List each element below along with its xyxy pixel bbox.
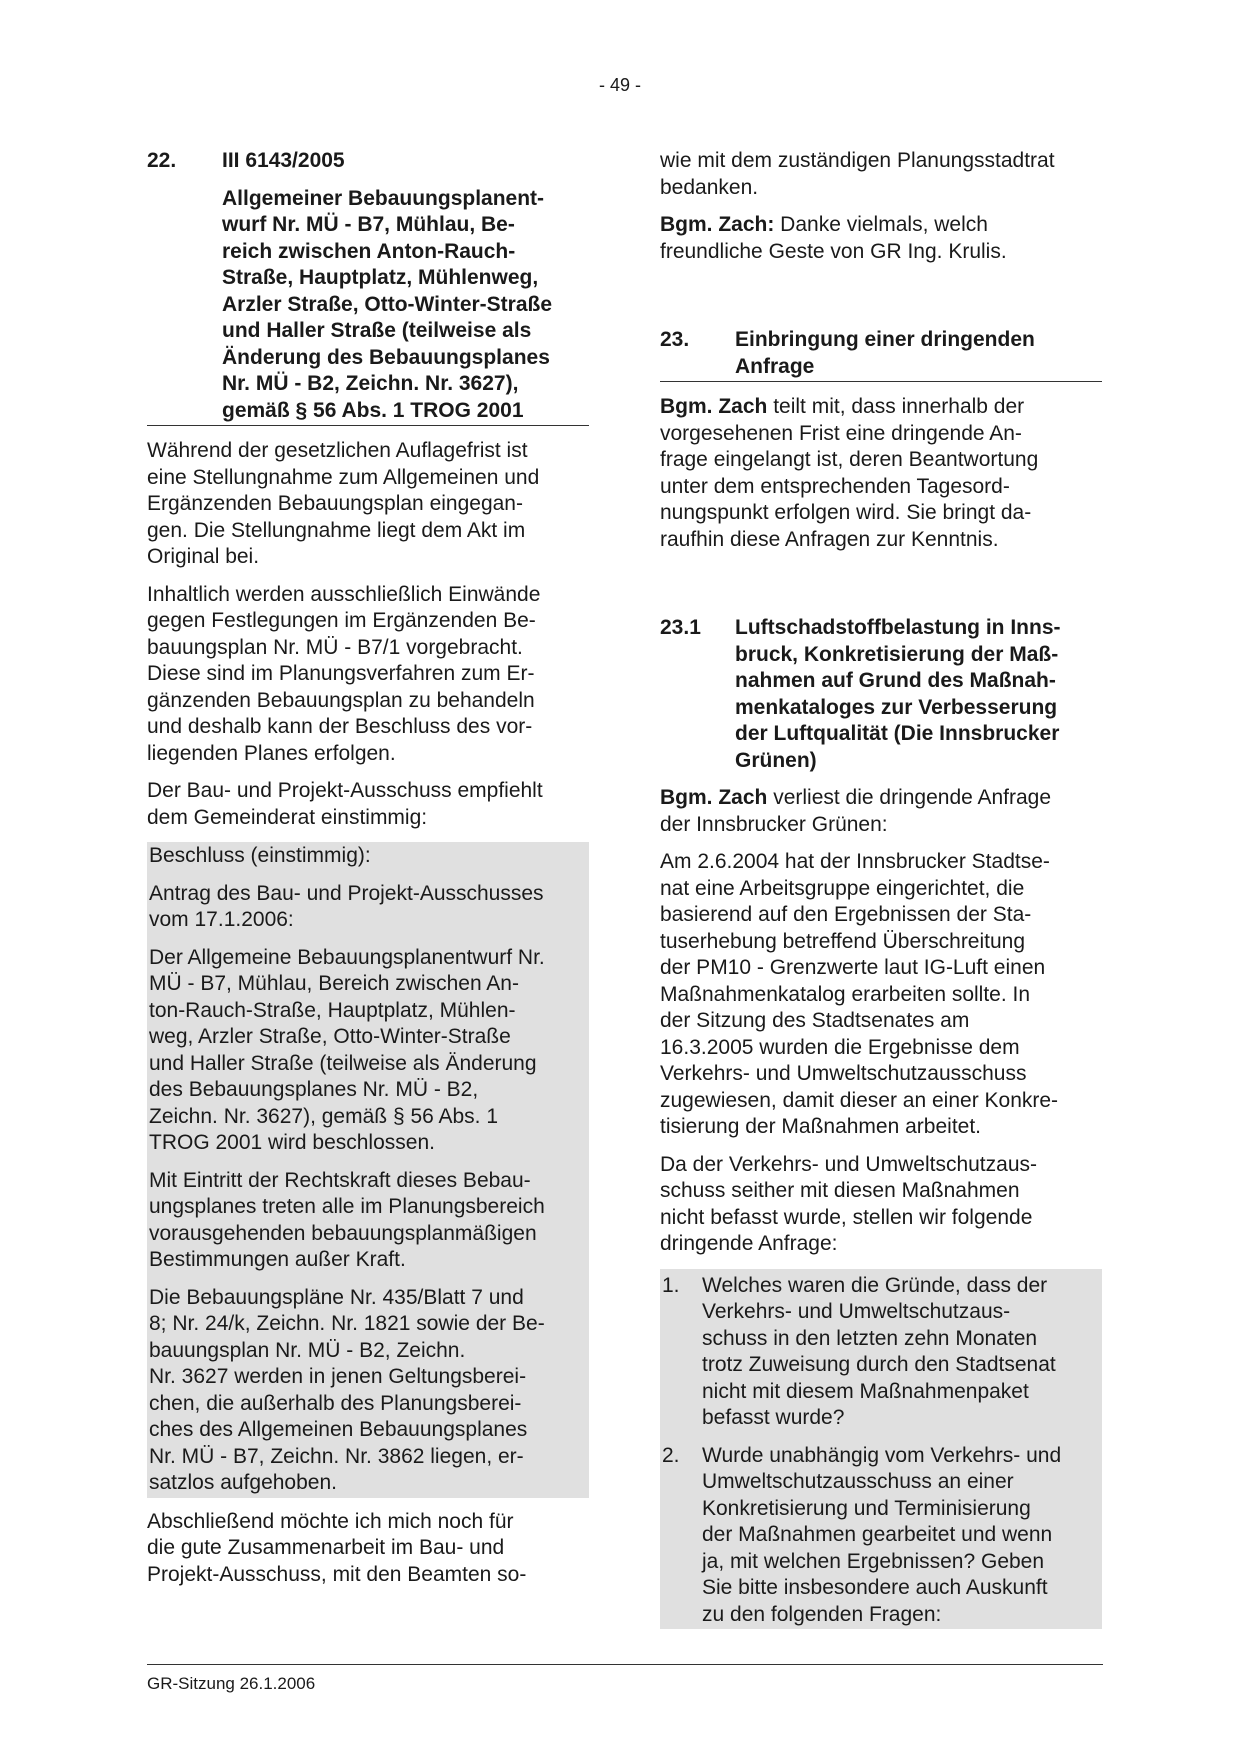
paragraph-objection-period: Während der gesetzlichen Auflagefrist ist eine Stellungnahme zum Allgemeinen und Ergänzenden Bebauungsplan eingegan- gen. Die Stellungnahme liegt dem Akt im Original bei. [147, 439, 540, 568]
paragraph-background: Am 2.6.2004 hat der Innsbrucker Stadtse- nat eine Arbeitsgruppe eingerichtet, die basierend auf den Ergebnissen der Sta- tuserhebung betreffend Überschreitung der PM10 - Grenzwerte laut IG-Luft einen Maßnahmenkatalog erarbeiten sollte. In der Sitzung des Stadtsenates am 16.3.2005 wurden die Ergebnisse dem Verkehrs- und Umweltschutzausschuss zugewiesen, damit dieser an einer Konkre- tisierung der Maßnahmen arbeitet. [660, 850, 1059, 1138]
agenda-item-number: 23.1 [660, 616, 701, 639]
resolution-motion: Antrag des Bau- und Projekt-Ausschusses vom 17.1.2006: [149, 881, 544, 931]
page-footer: GR-Sitzung 26.1.2006 [147, 1664, 1103, 1698]
list-item [662, 1443, 1100, 1629]
agenda-item-title: Einbringung einer dringenden Anfrage [735, 328, 1035, 378]
speaker-name: Bgm. Zach [660, 395, 768, 418]
question-text: Wurde unabhängig vom Verkehrs- und Umweltschutzausschuss an einer Konkretisierung und Terminisierung der Maßnahmen gearbeitet und wenn ja, mit welchen Ergebnissen? Geben Sie bitte insbesondere auch Auskunft zu den folgenden Fragen: [702, 1443, 1062, 1626]
speaker-name: Bgm. Zach: [660, 213, 775, 236]
agenda-item-title: Allgemeiner Bebauungsplanent- wurf Nr. MÜ - B7, Mühlau, Be- reich zwischen Anton-Rauch- Straße, Hauptplatz, Mühlenweg, Arzler Straße, Otto-Winter-Straße und Haller Straße (teilweise als Änderung des Bebauungsplanes Nr. MÜ - B2, Zeichn. Nr. 3627), gemäß § 56 Abs. 1 TROG 2001 [222, 186, 553, 422]
paragraph-continuation: wie mit dem zuständigen Planungsstadtrat bedanken. [660, 149, 1055, 199]
agenda-item-number: 23. [660, 328, 690, 351]
agenda-item-23-heading [660, 327, 1102, 382]
paragraph-objections: Inhaltlich werden ausschließlich Einwände gegen Festlegungen im Ergänzenden Be- bauungsplan Nr. MÜ - B7/1 vorgebracht. Diese sind im Planungsverfahren zum Er- gänzenden Bebauungsplan zu behandeln und deshalb kann der Beschluss des vor- liegenden Planes erfolgen. [147, 582, 541, 765]
speaker-name: Bgm. Zach [660, 786, 768, 809]
resolution-title: Beschluss (einstimmig): [149, 844, 371, 867]
right-column [660, 148, 1102, 1629]
paragraph-thanks: Bgm. Zach: Danke vielmals, welch freundliche Geste von GR Ing. Krulis. [660, 213, 1007, 263]
agenda-item-title: Luftschadstoffbelastung in Inns- bruck, Konkretisierung der Maß- nahmen auf Grund des Maßnah- menkataloges zur Verbesserung der Luftqualität (Die Innsbrucker Grünen) [735, 616, 1061, 772]
paragraph-closing: Abschließend möchte ich mich noch für die gute Zusammenarbeit im Bau- und Projekt-Ausschuss, mit den Beamten so- [147, 1509, 527, 1586]
agenda-item-number: 22. [147, 149, 177, 172]
paragraph-committee-recommendation: Der Bau- und Projekt-Ausschuss empfiehlt dem Gemeinderat einstimmig: [147, 779, 543, 829]
question-number: 1. [662, 1273, 680, 1297]
left-column [147, 148, 589, 1599]
list-item [662, 1273, 1100, 1432]
agenda-item-23-1-heading [660, 615, 1102, 775]
resolution-effect: Mit Eintritt der Rechtskraft dieses Bebau- ungsplanes treten alle im Planungsbereich vorausgehenden bebauungsplanmäßigen Bestimmungen außer Kraft. [149, 1168, 545, 1271]
question-text: Welches waren die Gründe, dass der Verkehrs- und Umweltschutzaus- schuss in den letzten zehn Monaten trotz Zuweisung durch den Stadtsenat nicht mit diesem Maßnahmenpaket befasst wurde? [702, 1273, 1056, 1429]
resolution-repeal: Die Bebauungspläne Nr. 435/Blatt 7 und 8; Nr. 24/k, Zeichn. Nr. 1821 sowie der Be- bauungsplan Nr. MÜ - B2, Zeichn. Nr. 3627 werden in jenen Geltungsberei- chen, die außerhalb des Planungsberei- ches des Allgemeinen Bebauungsplanes Nr. MÜ - B7, Zeichn. Nr. 3862 liegen, er- satzlos aufgehoben. [149, 1285, 545, 1494]
paragraph-urgent-inquiry-notice: Bgm. Zach teilt mit, dass innerhalb der vorgesehenen Frist eine dringende An- frage eingelangt ist, deren Beantwortung unter dem entsprechenden Tagesord- nungspunkt erfolgen wird. Sie bringt da- raufhin diese Anfragen zur Kenntnis. [660, 395, 1039, 551]
agenda-item-22-heading [147, 148, 589, 426]
file-reference: III 6143/2005 [222, 149, 345, 172]
question-number: 2. [662, 1443, 680, 1467]
paragraph-inquiry-intro: Da der Verkehrs- und Umweltschutzaus- schuss seither mit diesen Maßnahmen nicht befasst wurde, stellen wir folgende dringende Anfrage: [660, 1152, 1037, 1255]
questions-list [660, 1269, 1102, 1630]
paragraph-reading: Bgm. Zach verliest die dringende Anfrage der Innsbrucker Grünen: [660, 786, 1052, 836]
resolution-box [147, 842, 589, 1498]
resolution-decision: Der Allgemeine Bebauungsplanentwurf Nr. MÜ - B7, Mühlau, Bereich zwischen An- ton-Rauch-Straße, Hauptplatz, Mühlen- weg, Arzler Straße, Otto-Winter-Straße und Haller Straße (teilweise als Änderung des Bebauungsplanes Nr. MÜ - B2, Zeichn. Nr. 3627), gemäß § 56 Abs. 1 TROG 2001 wird beschlossen. [149, 945, 545, 1154]
page-number: - 49 - [598, 75, 641, 95]
